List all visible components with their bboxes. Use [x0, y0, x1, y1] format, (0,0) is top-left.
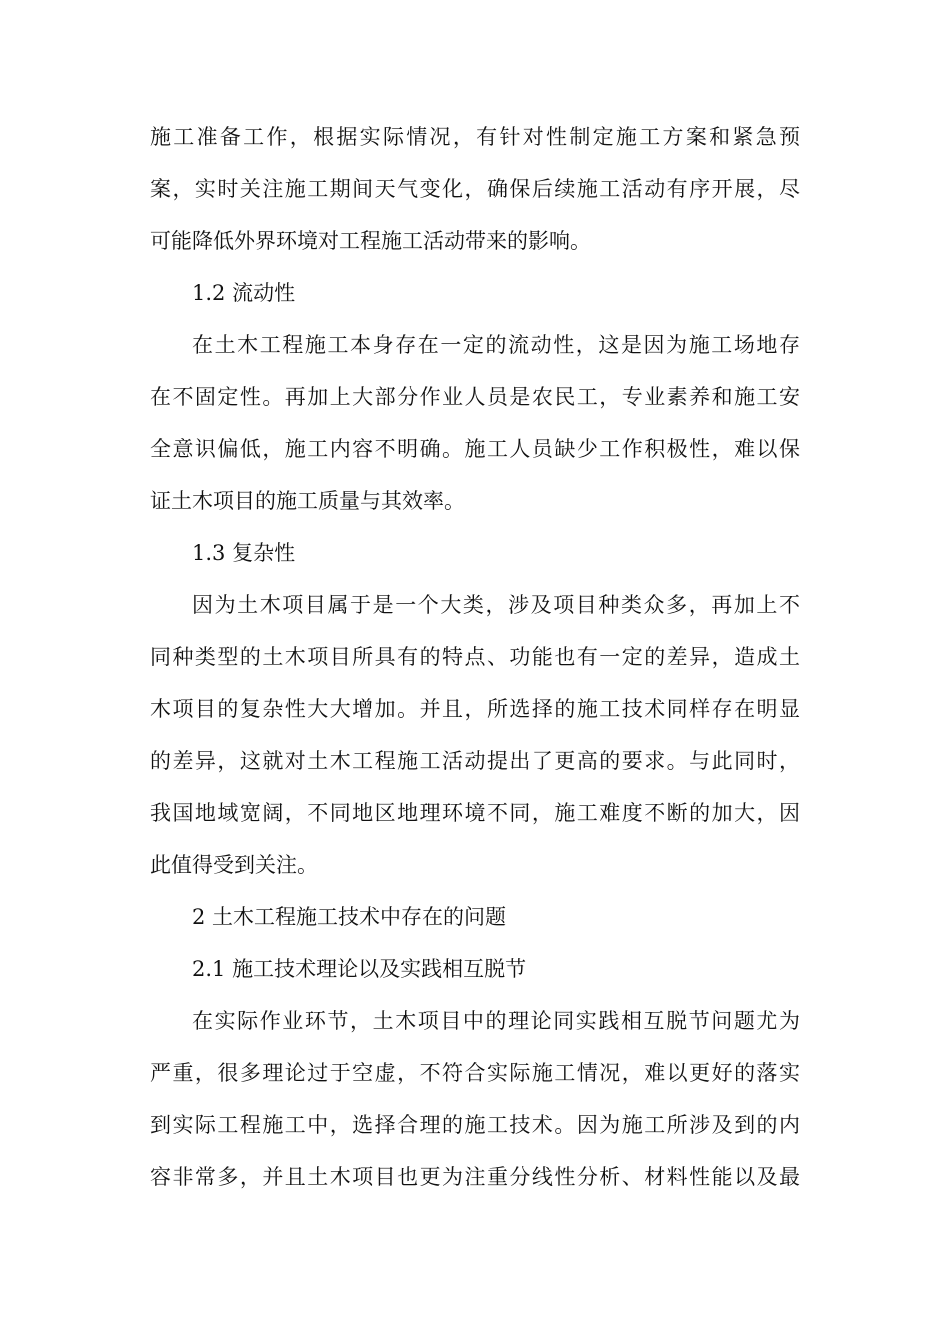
- paragraph-line: 证土木项目的施工质量与其效率。: [150, 489, 465, 513]
- paragraph-line: 在不固定性。再加上大部分作业人员是农民工，专业素养和施工安: [150, 385, 800, 409]
- paragraph-line: 因为土木项目属于是一个大类，涉及项目种类众多，再加上不: [192, 593, 800, 617]
- paragraph-line: 严重，很多理论过于空虚，不符合实际施工情况，难以更好的落实: [150, 1061, 800, 1085]
- paragraph-line: 此值得受到关注。: [150, 853, 318, 877]
- paragraph-line: 同种类型的土木项目所具有的特点、功能也有一定的差异，造成土: [150, 645, 800, 669]
- paragraph-line: 我国地域宽阔，不同地区地理环境不同，施工难度不断的加大，因: [150, 801, 800, 825]
- paragraph-line: 的差异，这就对土木工程施工活动提出了更高的要求。与此同时，: [150, 749, 800, 773]
- paragraph-line: 容非常多，并且土木项目也更为注重分线性分析、材料性能以及最: [150, 1165, 800, 1189]
- paragraph-line: 可能降低外界环境对工程施工活动带来的影响。: [150, 229, 591, 253]
- paragraph-line: 到实际工程施工中，选择合理的施工技术。因为施工所涉及到的内: [150, 1113, 800, 1137]
- paragraph-line: 在实际作业环节，土木项目中的理论同实践相互脱节问题尤为: [192, 1009, 800, 1033]
- section-heading-1-2: 1.2 流动性: [192, 281, 296, 305]
- paragraph-line: 全意识偏低，施工内容不明确。施工人员缺少工作积极性，难以保: [150, 437, 800, 461]
- section-heading-2-1: 2.1 施工技术理论以及实践相互脱节: [192, 957, 527, 981]
- paragraph-line: 案，实时关注施工期间天气变化，确保后续施工活动有序开展，尽: [150, 177, 800, 201]
- paragraph-line: 在土木工程施工本身存在一定的流动性，这是因为施工场地存: [192, 333, 800, 357]
- section-heading-1-3: 1.3 复杂性: [192, 541, 296, 565]
- paragraph-line: 施工准备工作，根据实际情况，有针对性制定施工方案和紧急预: [150, 125, 800, 149]
- paragraph-line: 木项目的复杂性大大增加。并且，所选择的施工技术同样存在明显: [150, 697, 800, 721]
- section-heading-2: 2 土木工程施工技术中存在的问题: [192, 905, 507, 929]
